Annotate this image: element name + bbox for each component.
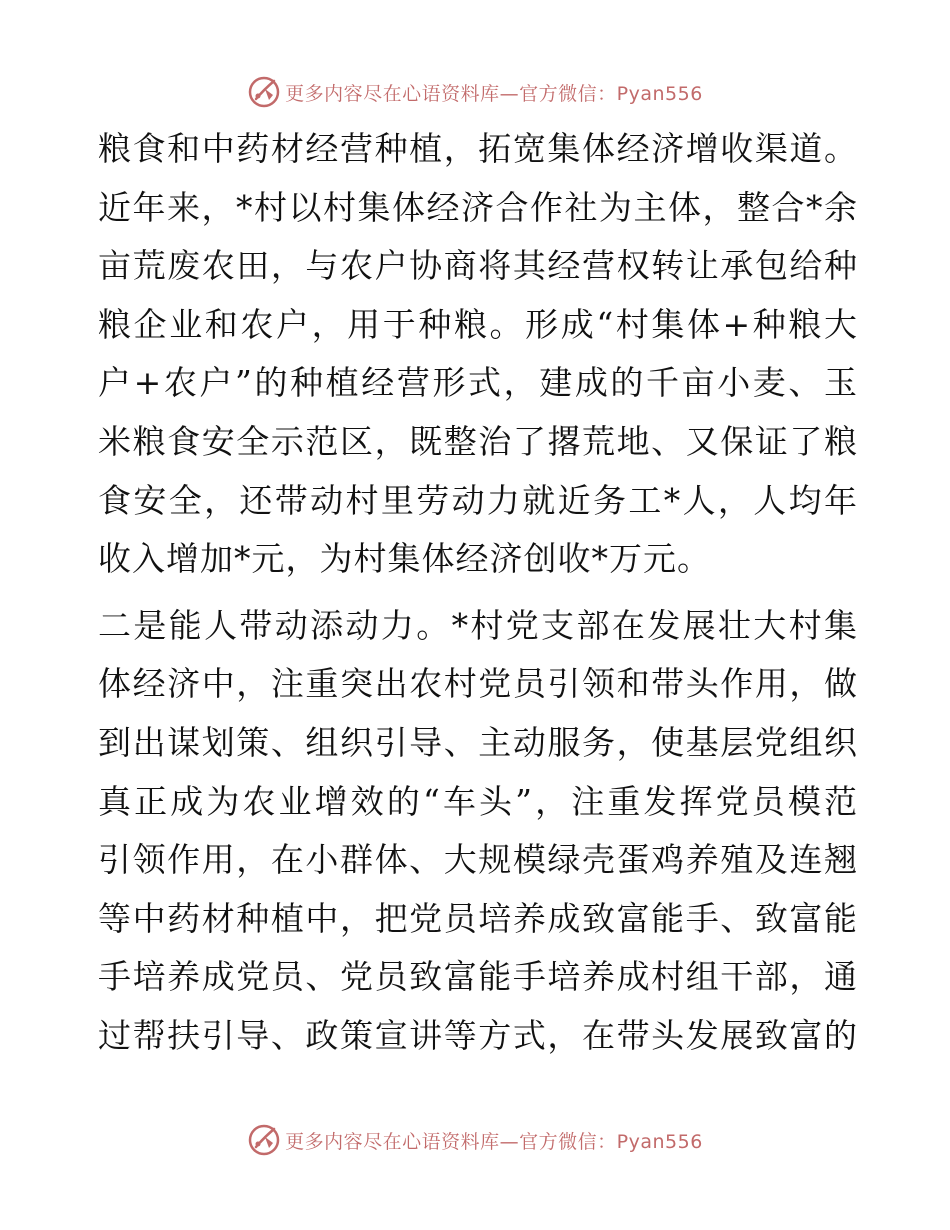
text-line: 户+农户”的种植经营形式，建成的千亩小麦、玉 — [98, 363, 858, 403]
watermark-text: 更多内容尽在心语资料库—官方微信：Pyan556 — [285, 82, 703, 105]
text-line: 米粮食安全示范区，既整治了撂荒地、又保证了粮 — [98, 421, 858, 461]
quill-seal-icon — [247, 75, 281, 109]
text-line: 等中药材种植中，把党员培养成致富能手、致富能 — [98, 898, 858, 938]
header-watermark — [0, 72, 950, 112]
text-line: 亩荒废农田，与农户协商将其经营权转让承包给种 — [98, 246, 858, 286]
paragraph-2 — [98, 597, 858, 1066]
text-line: 粮食和中药材经营种植，拓宽集体经济增收渠道。 — [98, 129, 858, 168]
text-line: 收入增加*元，为村集体经济创收*万元。 — [98, 539, 711, 579]
text-line: 手培养成党员、党员致富能手培养成村组干部，通 — [98, 957, 858, 997]
text-line: 体经济中，注重突出农村党员引领和带头作用，做 — [98, 664, 858, 704]
text-line: 真正成为农业增效的“车头”，注重发挥党员模范 — [98, 781, 858, 821]
text-line: 粮企业和农户，用于种粮。形成“村集体+种粮大 — [98, 304, 858, 344]
document-body — [98, 120, 858, 1066]
footer-watermark — [0, 1120, 950, 1160]
text-line: 二是能人带动添动力。*村党支部在发展壮大村集 — [98, 605, 858, 645]
paragraph-1 — [98, 120, 858, 589]
text-line: 引领作用，在小群体、大规模绿壳蛋鸡养殖及连翘 — [98, 840, 858, 880]
text-line: 食安全，还带动村里劳动力就近务工*人，人均年 — [98, 480, 858, 520]
quill-seal-icon — [247, 1123, 281, 1157]
text-line: 近年来，*村以村集体经济合作社为主体，整合*余 — [98, 187, 858, 227]
paragraph-gap — [98, 589, 858, 597]
text-line: 过帮扶引导、政策宣讲等方式，在带头发展致富的 — [98, 1015, 858, 1055]
text-line: 到出谋划策、组织引导、主动服务，使基层党组织 — [98, 722, 858, 762]
watermark-text: 更多内容尽在心语资料库—官方微信：Pyan556 — [285, 1130, 703, 1153]
